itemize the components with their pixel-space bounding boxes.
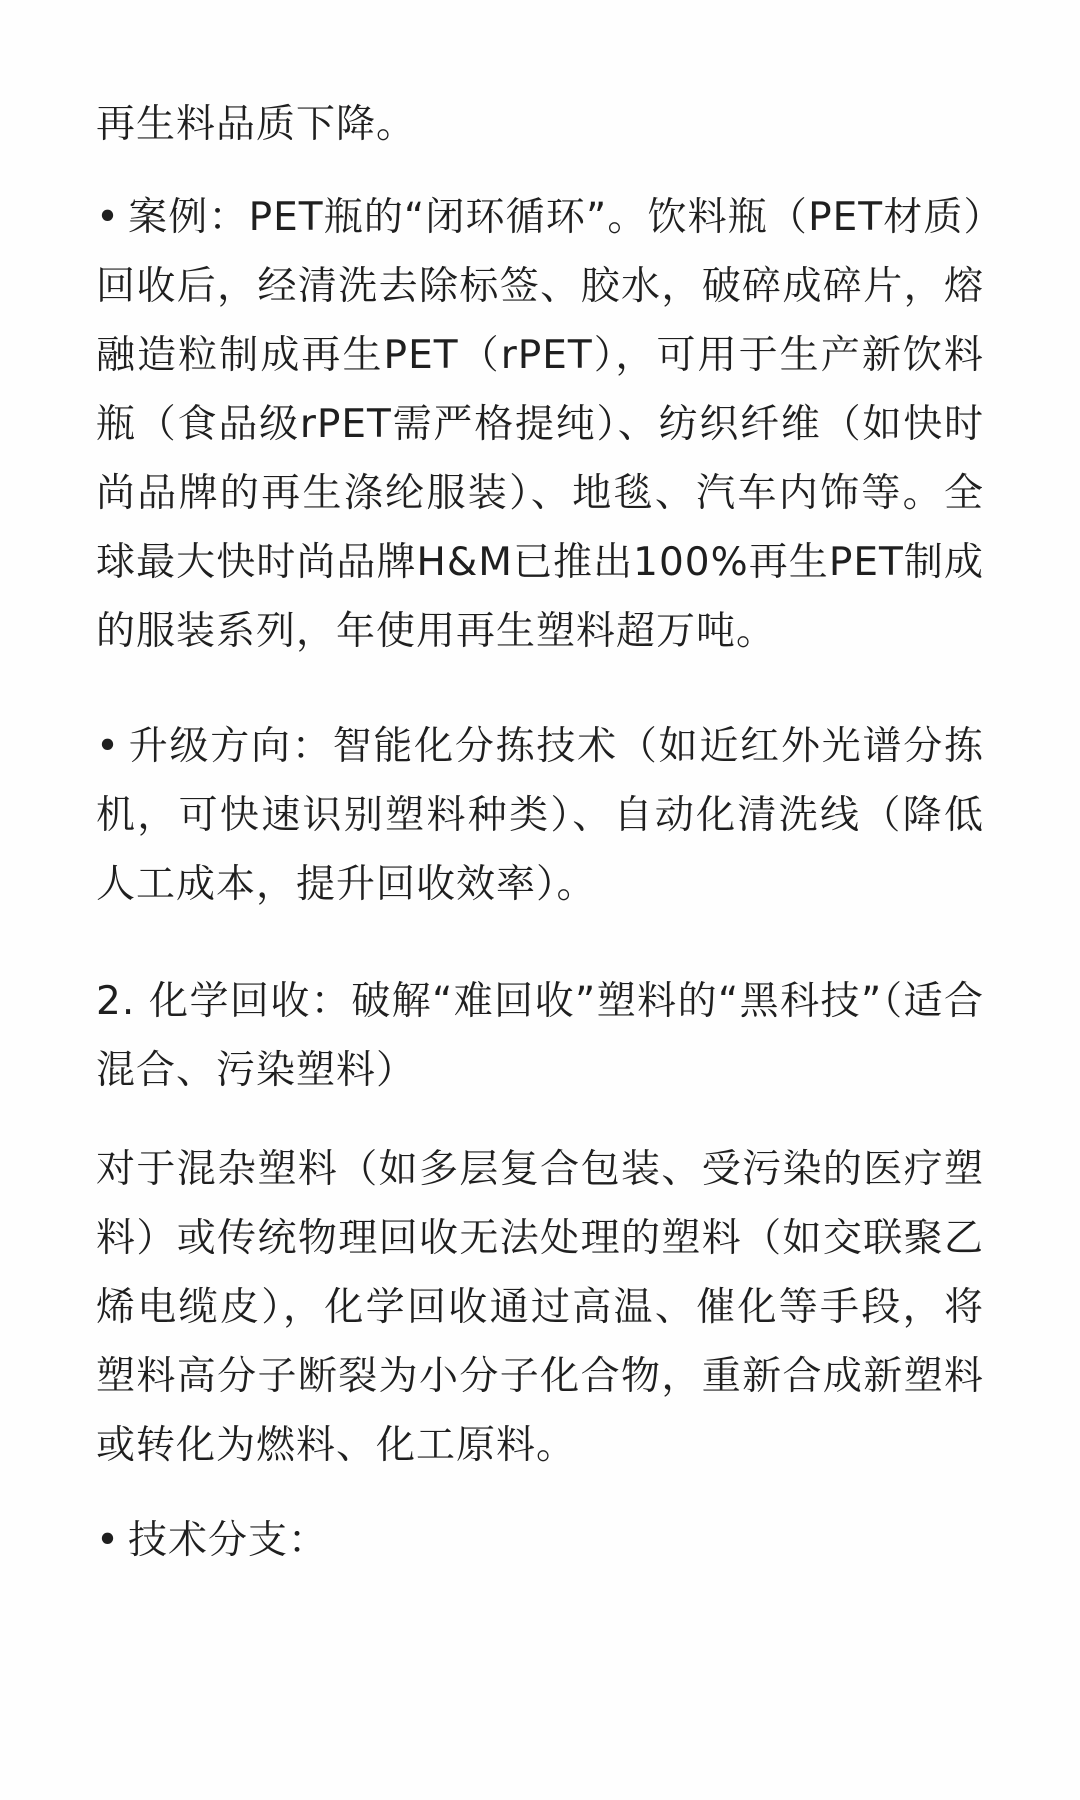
paragraph-quality-decline: 再生料品质下降。 bbox=[96, 102, 417, 147]
bullet-tech-branches: • 技术分支： bbox=[96, 1506, 984, 1575]
section-heading-chemical-recycling: 2. 化学回收：破解“难回收”塑料的“黑科技”（适合混合、污染塑料） bbox=[96, 979, 984, 1093]
article-body bbox=[96, 90, 984, 1575]
paragraph-chemical-recycling: 对于混杂塑料（如多层复合包装、受污染的医疗塑料）或传统物理回收无法处理的塑料（如交联聚乙烯电缆皮），化学回收通过高温、催化等手段，将塑料高分子断裂为小分子化合物，重新合成新塑料或转化为燃料、化工原料。 bbox=[96, 1147, 984, 1468]
bullet-case-pet-bottle: • 案例：PET瓶的“闭环循环”。饮料瓶（PET材质）回收后，经清洗去除标签、胶水，破碎成碎片，熔融造粒制成再生PET（rPET），可用于生产新饮料瓶（食品级rPET需严格提纯）、纺织纤维（如快时尚品牌的再生涤纶服装）、地毯、汽车内饰等。全球最大快时尚品牌H&M已推出100%再生PET制成的服装系列，年使用再生塑料超万吨。 bbox=[96, 183, 984, 666]
bullet-upgrade-direction: • 升级方向：智能化分拣技术（如近红外光谱分拣机，可快速识别塑料种类）、自动化清洗线（降低人工成本，提升回收效率）。 bbox=[96, 712, 984, 919]
